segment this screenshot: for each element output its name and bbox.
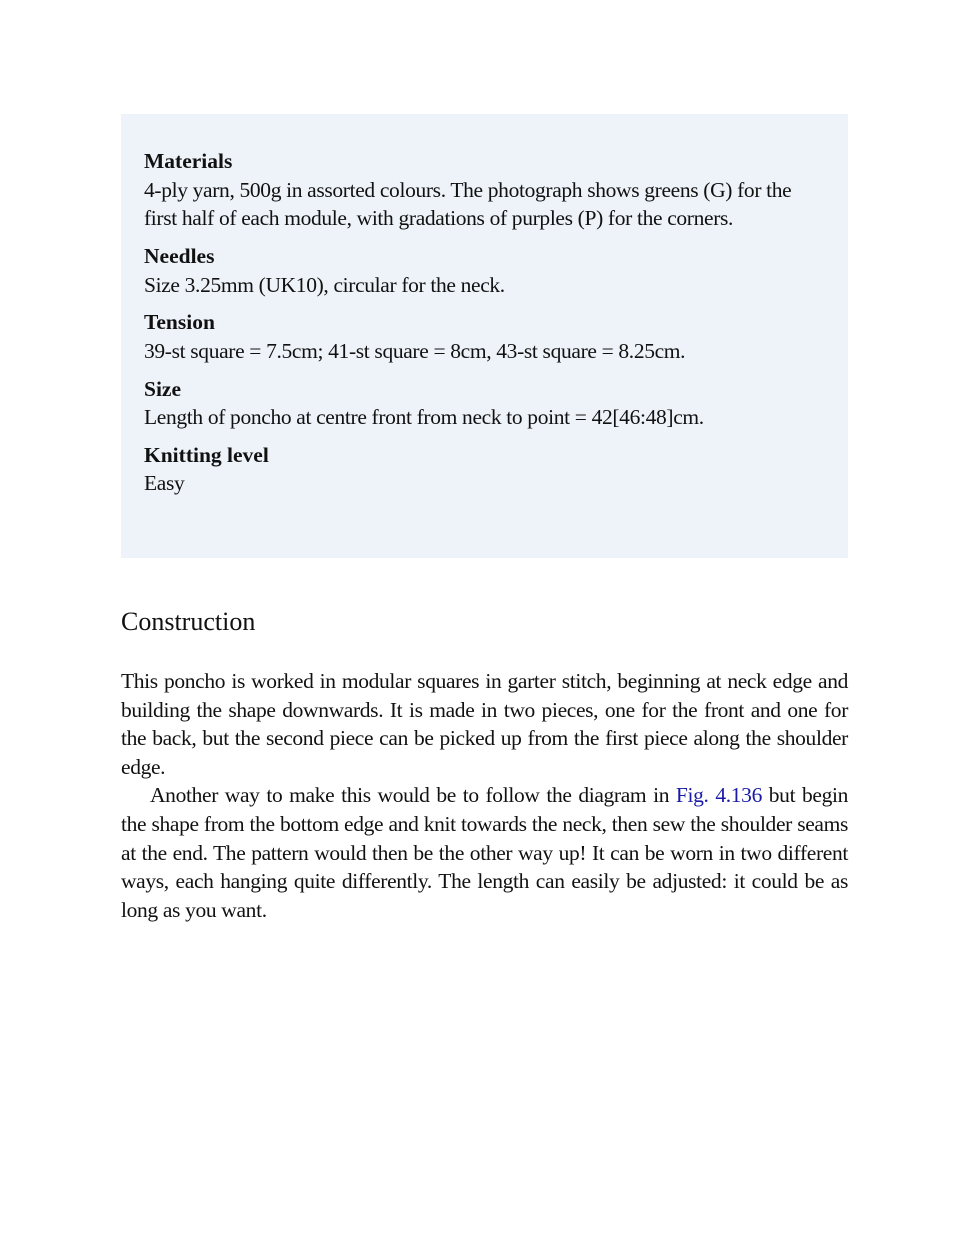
tension-heading: Tension (144, 310, 215, 335)
tension-section (144, 308, 826, 365)
knitting-level-section (144, 441, 826, 498)
size-heading: Size (144, 376, 182, 401)
construction-paragraph-1: This poncho is worked in modular squares in garter stitch, beginning at neck edge and building the shape downwards. It is made in two pieces, one for the front and one for the back, but the second piece can be picked up from the first piece along the shoulder edge. (121, 669, 848, 779)
knitting-level-text: Easy (144, 471, 185, 496)
needles-heading: Needles (144, 244, 215, 269)
knitting-level-heading: Knitting level (144, 442, 269, 467)
size-section (144, 375, 826, 432)
construction-body (121, 667, 848, 924)
materials-heading: Materials (144, 149, 233, 173)
needles-section (144, 242, 826, 299)
materials-text: 4-ply yarn, 500g in assorted colours. The photograph shows greens (G) for the first half of each module, with gradations of purples (P) for the corners. (144, 177, 792, 231)
pattern-info-box (121, 114, 848, 558)
paragraph-2-text-end: but begin the shape from the bottom edge and knit towards the neck, then sew the shoulder seams at the end. The pattern would then be the other way up! It can be worn in two different ways, each hanging quite differently. The length can easily be adjusted: it could be as long as you want. (121, 783, 848, 922)
construction-paragraph-2 (121, 781, 848, 924)
construction-heading: Construction (121, 607, 256, 636)
paragraph-2-text-start: Another way to make this would be to follow the diagram in (150, 783, 676, 808)
figure-reference-link[interactable]: Fig. 4.136 (675, 783, 762, 808)
tension-text: 39-st square = 7.5cm; 41-st square = 8cm, 43-st square = 8.25cm. (144, 338, 686, 363)
size-text: Length of poncho at centre front from neck to point = 42[46:48]cm. (144, 405, 704, 430)
needles-text: Size 3.25mm (UK10), circular for the neck. (144, 272, 505, 297)
materials-section (144, 147, 826, 233)
